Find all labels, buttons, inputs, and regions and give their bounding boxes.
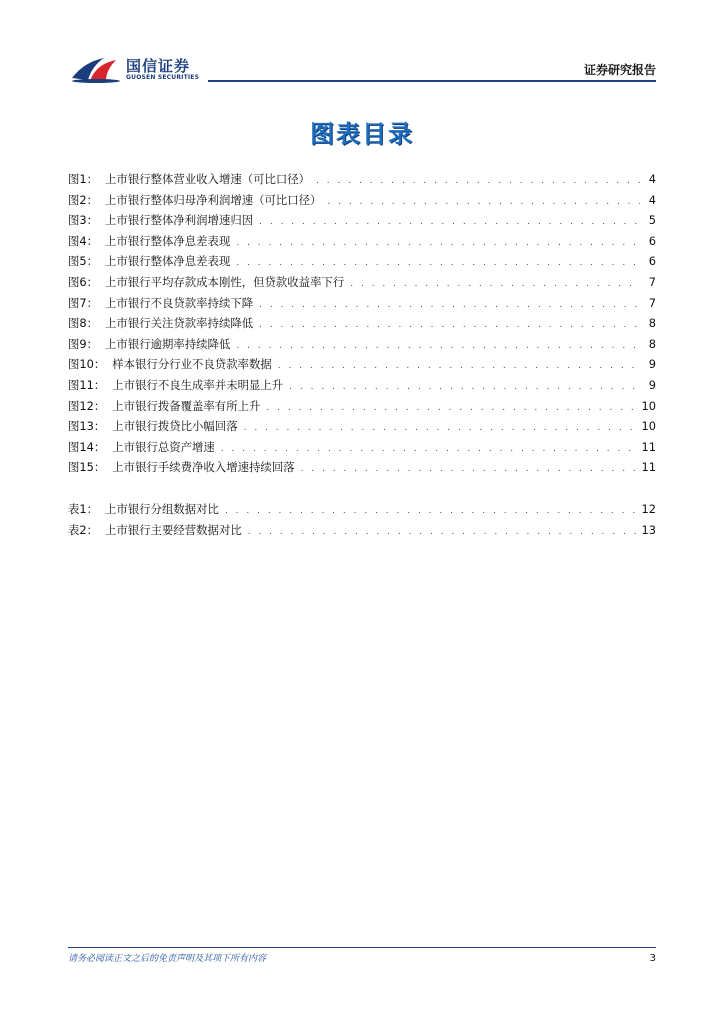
dot-leader — [278, 356, 640, 375]
entry-title: 上市银行分组数据对比 — [105, 501, 219, 516]
entry-label: 图4： — [68, 233, 99, 248]
entry-label: 表2： — [68, 522, 99, 537]
figure-entry[interactable] — [68, 375, 656, 396]
entry-page-number: 4 — [648, 172, 656, 186]
dot-leader — [259, 295, 640, 314]
dot-leader — [236, 336, 640, 355]
entry-label: 图11： — [68, 377, 106, 392]
guosen-logo-mark-icon — [70, 54, 122, 84]
entry-title: 上市银行不良生成率并未明显上升 — [112, 377, 284, 392]
entry-title: 上市银行拨备覆盖率有所上升 — [112, 398, 261, 413]
entry-label: 图12： — [68, 398, 106, 413]
figure-entry[interactable] — [68, 251, 656, 272]
dot-leader — [327, 192, 640, 211]
dot-leader — [301, 459, 636, 478]
entry-title: 上市银行整体净息差表现 — [105, 254, 231, 269]
list-spacer — [68, 478, 656, 499]
entry-label: 图1： — [68, 172, 99, 186]
figure-entry[interactable] — [68, 396, 656, 417]
entry-page-number: 11 — [641, 460, 656, 475]
dot-leader — [259, 212, 640, 231]
figure-entry[interactable] — [68, 416, 656, 437]
dot-leader — [289, 377, 640, 396]
dot-leader — [236, 233, 640, 252]
entry-title: 上市银行整体归母净利润增速（可比口径） — [105, 192, 322, 207]
figure-entry[interactable] — [68, 437, 656, 458]
table-list — [68, 499, 656, 540]
header-divider — [208, 80, 656, 82]
figure-entry[interactable] — [68, 293, 656, 314]
entry-title: 上市银行整体净息差表现 — [105, 233, 231, 248]
figure-entry[interactable] — [68, 231, 656, 252]
entry-title: 上市银行平均存款成本刚性，但贷款收益率下行 — [105, 274, 345, 289]
entry-label: 图8： — [68, 316, 99, 331]
figure-list — [68, 169, 656, 478]
figure-entry[interactable] — [68, 334, 656, 355]
page-title: 图表目录 — [310, 120, 414, 148]
table-entry[interactable] — [68, 499, 656, 520]
disclaimer-link[interactable]: 请务必阅读正文之后的免责声明及其项下所有内容 — [68, 954, 267, 964]
entry-label: 图6： — [68, 274, 99, 289]
entry-label: 图15： — [68, 460, 106, 475]
entry-page-number: 9 — [648, 377, 656, 392]
table-of-figures — [68, 169, 656, 540]
entry-label: 图3： — [68, 213, 99, 228]
entry-page-number: 6 — [648, 233, 656, 248]
entry-page-number: 11 — [641, 439, 656, 454]
figure-entry[interactable] — [68, 272, 656, 293]
page-number: 3 — [649, 953, 656, 964]
entry-page-number: 8 — [648, 316, 656, 331]
entry-page-number: 12 — [641, 501, 656, 516]
table-entry[interactable] — [68, 520, 656, 541]
entry-page-number: 4 — [648, 192, 656, 207]
entry-title: 上市银行手续费净收入增速持续回落 — [112, 460, 295, 475]
entry-page-number: 9 — [648, 357, 656, 372]
entry-label: 图14： — [68, 439, 106, 454]
brand-subtitle: GUOSEN SECURITIES — [126, 74, 200, 81]
entry-label: 图13： — [68, 419, 106, 434]
entry-title: 上市银行整体净利润增速归因 — [105, 213, 254, 228]
entry-page-number: 8 — [648, 336, 656, 351]
entry-page-number: 5 — [648, 213, 656, 228]
entry-title: 上市银行逾期率持续降低 — [105, 336, 231, 351]
entry-title: 上市银行不良贷款率持续下降 — [105, 295, 254, 310]
dot-leader — [225, 501, 636, 520]
figure-entry[interactable] — [68, 210, 656, 231]
entry-page-number: 7 — [648, 295, 656, 310]
figure-entry[interactable] — [68, 190, 656, 211]
entry-label: 图9： — [68, 336, 99, 351]
entry-label: 图7： — [68, 295, 99, 310]
footer-divider — [68, 947, 656, 948]
report-type: 证券研究报告 — [583, 63, 656, 77]
entry-label: 图10： — [68, 357, 106, 372]
figure-entry[interactable] — [68, 457, 656, 478]
entry-page-number: 10 — [641, 419, 656, 434]
dot-leader — [244, 418, 636, 437]
dot-leader — [259, 315, 640, 334]
dot-leader — [350, 274, 640, 293]
entry-page-number: 13 — [641, 522, 656, 537]
dot-leader — [266, 398, 635, 417]
entry-label: 图5： — [68, 254, 99, 269]
entry-title: 上市银行整体营业收入增速（可比口径） — [105, 172, 311, 186]
entry-title: 上市银行总资产增速 — [112, 439, 215, 454]
entry-title: 上市银行拨贷比小幅回落 — [112, 419, 238, 434]
entry-title: 上市银行关注贷款率持续降低 — [105, 316, 254, 331]
guosen-logo — [70, 54, 200, 84]
figure-entry[interactable] — [68, 313, 656, 334]
dot-leader — [316, 171, 640, 190]
entry-label: 图2： — [68, 192, 99, 207]
dot-leader — [248, 522, 636, 541]
figure-entry[interactable] — [68, 354, 656, 375]
entry-title: 上市银行主要经营数据对比 — [105, 522, 242, 537]
entry-title: 样本银行分行业不良贷款率数据 — [112, 357, 272, 372]
entry-page-number: 7 — [648, 274, 656, 289]
entry-page-number: 10 — [641, 398, 656, 413]
brand-name: 国信证券 — [126, 57, 191, 75]
dot-leader — [221, 439, 636, 458]
entry-label: 表1： — [68, 501, 99, 516]
dot-leader — [236, 253, 640, 272]
entry-page-number: 6 — [648, 254, 656, 269]
figure-entry[interactable] — [68, 169, 656, 190]
